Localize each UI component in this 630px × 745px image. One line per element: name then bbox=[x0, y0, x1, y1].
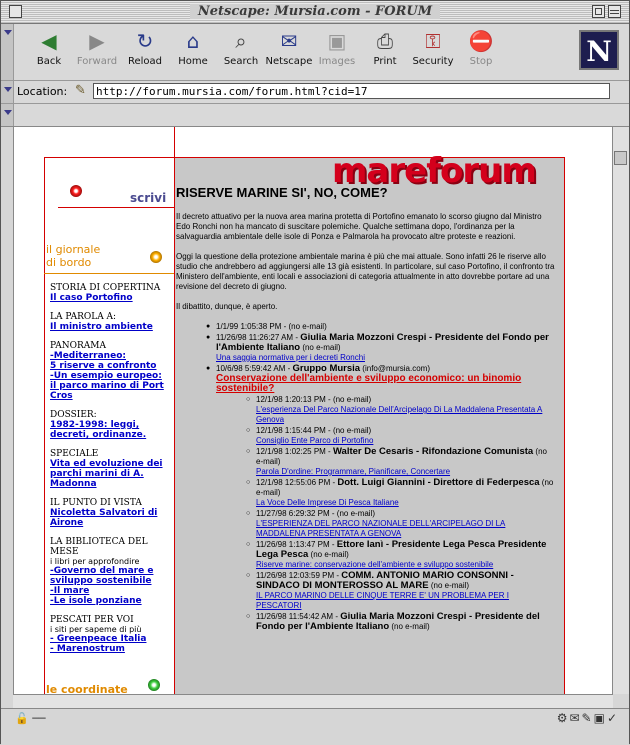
left-section bbox=[50, 449, 170, 489]
netscape-icon: ✉ bbox=[280, 29, 298, 53]
section-heading: IL PUNTO DI VISTA bbox=[50, 498, 142, 508]
navigation-toolbar bbox=[1, 24, 629, 81]
forward-button[interactable] bbox=[73, 28, 121, 67]
toolbar-button-label: Search bbox=[223, 56, 259, 67]
back-icon: ◀ bbox=[41, 29, 57, 53]
message-email: (no e-mail) bbox=[332, 426, 372, 435]
nav-link[interactable]: Il ministro ambiente bbox=[50, 322, 153, 332]
message-date: 10/6/98 5:59:42 AM bbox=[216, 364, 286, 373]
red-glow-icon bbox=[70, 185, 82, 197]
section-heading: STORIA DI COPERTINA bbox=[50, 283, 161, 293]
thread-message: ● 1/1/99 1:05:38 PM - (no e-mail) bbox=[176, 322, 556, 332]
url-input[interactable]: http://forum.mursia.com/forum.html?cid=17 bbox=[93, 83, 610, 99]
stop-button[interactable] bbox=[457, 28, 505, 67]
message-subject-link[interactable]: Riserve marine: conservazione dell'ambiente e sviluppo sostenibile bbox=[256, 560, 494, 569]
message-email: (no e-mail) bbox=[336, 509, 376, 518]
section-heading: LA PAROLA A: bbox=[50, 312, 117, 322]
thread-message: ● 10/6/98 5:59:42 AM - Gruppo Mursia (info@mursia.com) Conservazione dell'ambiente e sviluppo economico: un binomio sostenibile? bbox=[176, 364, 556, 394]
scroll-thumb[interactable] bbox=[614, 151, 627, 165]
message-date: 11/26/98 11:26:27 AM bbox=[216, 333, 294, 342]
section-heading: DOSSIER: bbox=[50, 410, 97, 420]
print-icon: ⎙ bbox=[377, 29, 393, 53]
page-proxy-icon[interactable]: ✎ bbox=[75, 83, 86, 98]
message-email: (no e-mail) bbox=[332, 395, 372, 404]
message-email: (no e-mail) bbox=[391, 622, 430, 631]
toolbar-button-label: Home bbox=[178, 56, 208, 67]
giornale-underline bbox=[44, 273, 174, 274]
back-button[interactable] bbox=[25, 28, 73, 67]
toolbar-collapse-tab[interactable] bbox=[1, 24, 14, 80]
nav-link[interactable]: -Un esempio europeo: bbox=[50, 371, 162, 381]
title-bar[interactable] bbox=[1, 1, 629, 24]
thread-message: ○ 11/26/98 12:03:59 PM - COMM. ANTONIO MARIO CONSONNI - SINDACO DI MONTEROSSO AL MARE (no e-mail) IL PARCO MARINO DELLE CINQUE TERRE E' UN PROBLEMA PER I PESCATORI bbox=[176, 571, 556, 611]
message-author: Giulia Maria Mozzoni Crespi - Presidente del Fondo per l'Ambiente Italiano bbox=[216, 332, 549, 353]
section-heading: PANORAMA bbox=[50, 341, 106, 351]
left-section bbox=[50, 615, 170, 654]
mareforum-logo: mareforum bbox=[332, 151, 536, 191]
nav-link[interactable]: Nicoletta Salvatori di Airone bbox=[50, 508, 158, 528]
toolbar-button-label: Stop bbox=[469, 56, 493, 67]
thread-message: ● 11/26/98 11:26:27 AM - Giulia Maria Mozzoni Crespi - Presidente del Fondo per l'Ambiente Italiano (no e-mail) Una saggia normativa per i decreti Ronchi bbox=[176, 333, 556, 363]
message-date: 12/1/98 1:15:44 PM bbox=[256, 426, 326, 435]
toolbar-button-label: Reload bbox=[127, 56, 163, 67]
print-button[interactable] bbox=[361, 28, 409, 67]
search-icon: ⌕ bbox=[235, 29, 247, 53]
left-section bbox=[50, 341, 170, 401]
paragraph: Il dibattito, dunque, è aperto. bbox=[176, 302, 278, 311]
security-button[interactable] bbox=[409, 28, 457, 67]
message-email: (no e-mail) bbox=[256, 447, 547, 466]
collapse-box[interactable] bbox=[608, 5, 621, 18]
nav-link[interactable]: -Governo del mare e sviluppo sostenibile bbox=[50, 566, 154, 586]
images-icon: ▣ bbox=[327, 29, 347, 53]
message-email: (no e-mail) bbox=[430, 581, 470, 590]
home-button[interactable] bbox=[169, 28, 217, 67]
toolbar-button-label: Security bbox=[412, 56, 454, 67]
message-date: 12/1/98 1:02:25 PM bbox=[256, 447, 326, 456]
message-date: 1/1/99 1:05:38 PM bbox=[216, 322, 282, 331]
status-bar bbox=[1, 708, 629, 745]
section-subtitle: i siti per sapeme di più bbox=[50, 625, 142, 634]
toolbar-button-label: Back bbox=[36, 56, 62, 67]
horizontal-scrollbar[interactable] bbox=[13, 694, 613, 709]
section-heading: SPECIALE bbox=[50, 449, 99, 459]
location-collapse-tab[interactable] bbox=[1, 81, 14, 103]
nav-link[interactable]: -Le isole ponziane bbox=[50, 596, 142, 606]
message-author: Walter De Cesaris - Rifondazione Comunista bbox=[332, 446, 534, 457]
left-section bbox=[50, 312, 170, 332]
component-tray[interactable]: ⚙✉✎▣✓ bbox=[556, 711, 619, 725]
location-label: Location: bbox=[17, 85, 68, 98]
message-author: Giulia Maria Mozzoni Crespi - Presidente del Fondo per l'Ambiente Italiano bbox=[256, 611, 540, 632]
left-section bbox=[50, 283, 170, 303]
thread-message: ○ 12/1/98 1:20:13 PM - (no e-mail) L'esperienza Del Parco Nazionale Dell'Arcipelago Di La Maddalena Presentata A Genova bbox=[176, 395, 556, 425]
nav-link[interactable]: - Marenostrum bbox=[50, 644, 125, 654]
message-date: 11/26/98 1:13:47 PM bbox=[256, 540, 330, 549]
stop-icon: ⛔ bbox=[468, 29, 494, 53]
paragraph: Oggi la questione della protezione ambientale marina è più che mai attuale. Sono infatti 26 le riserve allo studio che andrebbero ad aggiungersi alle 13 già esistenti. In particolare, sul caso Portofino, il confronto tra Ministero dell'ambiente, enti locali e associazioni di categoria attualmente in atto dovrebbe portare ad una revisione del decreto di giugno. bbox=[176, 252, 555, 291]
nav-link[interactable]: Vita ed evoluzione dei parchi marini di A. Madonna bbox=[50, 459, 163, 489]
search-button[interactable] bbox=[217, 28, 265, 67]
location-bar bbox=[1, 81, 629, 104]
images-button[interactable] bbox=[313, 28, 361, 67]
message-subject-link[interactable]: Una saggia normativa per i decreti Ronchi bbox=[216, 353, 365, 362]
frame-line-divider bbox=[174, 127, 175, 694]
message-subject-link[interactable]: Conservazione dell'ambiente e sviluppo economico: un binomio sostenibile? bbox=[216, 373, 522, 394]
message-date: 11/26/98 12:03:59 PM bbox=[256, 571, 335, 580]
section-subtitle: i libri per approfondire bbox=[50, 557, 140, 566]
nav-link[interactable]: - Greenpeace Italia bbox=[50, 634, 147, 644]
personal-toolbar bbox=[1, 104, 629, 127]
window-title: Netscape: Mursia.com - FORUM bbox=[190, 4, 440, 19]
netscape-button[interactable] bbox=[265, 28, 313, 67]
scrivi-link[interactable]: scrivi bbox=[130, 191, 167, 205]
left-section bbox=[50, 410, 170, 440]
orange-glow-icon bbox=[150, 251, 162, 263]
message-author: Ettore Ianì - Presidente Lega Pesca Presidente Lega Pesca bbox=[256, 539, 547, 560]
paragraph: Il decreto attuativo per la nuova area marina protetta di Portofino emanato lo scorso giugno dal Ministro Edo Ronchi non ha mancato di suscitare polemiche. Qualche settimana dopo, l'ordinanza per la salvaguardia ambientale delle isole di Ponza e Palmarola ha provocato altre proteste e reazioni. bbox=[176, 212, 542, 241]
message-email: (no e-mail) bbox=[310, 550, 349, 559]
message-subject-link[interactable]: Parola D'ordine: Programmare, Pianificare, Concertare bbox=[256, 467, 451, 476]
nav-link[interactable]: Il caso Portofino bbox=[50, 293, 133, 303]
message-subject-link[interactable]: Consiglio Ente Parco di Portofino bbox=[256, 436, 374, 445]
toolbar-button-label: Forward bbox=[76, 56, 118, 67]
thread-message: ○ 11/27/98 6:29:32 PM - (no e-mail) L'ESPERIENZA DEL PARCO NAZIONALE DELL'ARCIPELAGO DI LA MADDALENA PRESENTATA A GENOVA bbox=[176, 509, 556, 539]
message-email: (info@mursia.com) bbox=[362, 364, 430, 373]
reload-icon: ↻ bbox=[136, 29, 154, 53]
page-title: RISERVE MARINE SI', NO, COME? bbox=[176, 185, 388, 200]
section-heading: PESCATI PER VOI bbox=[50, 615, 134, 625]
security-lock-icon[interactable]: 🔓 ── bbox=[15, 712, 46, 725]
message-subject-link[interactable]: La Voce Delle Imprese Di Pesca Italiane bbox=[256, 498, 399, 507]
message-subject-link[interactable]: IL PARCO MARINO DELLE CINQUE TERRE E' UN PROBLEMA PER I PESCATORI bbox=[256, 591, 509, 610]
message-date: 11/27/98 6:29:32 PM bbox=[256, 509, 330, 518]
message-thread bbox=[176, 322, 556, 632]
zoom-box[interactable] bbox=[592, 5, 605, 18]
nav-link[interactable]: -Il mare bbox=[50, 586, 90, 596]
toolbar-button-label: Print bbox=[373, 56, 397, 67]
nav-link[interactable]: -Mediterraneo: bbox=[50, 351, 126, 361]
frame-line-right bbox=[564, 157, 565, 694]
personal-collapse-tab[interactable] bbox=[1, 104, 14, 126]
left-section bbox=[50, 537, 170, 606]
frame-line-left bbox=[44, 157, 45, 694]
nav-link[interactable]: 1982-1998: leggi, decreti, ordinanze. bbox=[50, 420, 147, 440]
left-section bbox=[50, 498, 170, 528]
nav-link[interactable]: il parco marino di Port Cros bbox=[50, 381, 164, 401]
home-icon: ⌂ bbox=[186, 29, 200, 53]
netscape-logo[interactable]: N bbox=[579, 30, 619, 70]
message-author: COMM. ANTONIO MARIO CONSONNI - SINDACO DI MONTEROSSO AL MARE bbox=[256, 570, 514, 591]
message-date: 11/26/98 11:54:42 AM bbox=[256, 612, 334, 621]
article bbox=[176, 185, 556, 633]
page-content bbox=[13, 127, 614, 694]
message-email: (no e-mail) bbox=[288, 322, 327, 331]
message-subject-link[interactable]: L'esperienza Del Parco Nazionale Dell'Arcipelago Di La Maddalena Presentata A Genova bbox=[256, 405, 543, 424]
scrivi-underline bbox=[58, 207, 174, 208]
reply-list bbox=[176, 395, 556, 632]
thread-message: ○ 11/26/98 11:54:42 AM - Giulia Maria Mozzoni Crespi - Presidente del Fondo per l'Ambiente Italiano (no e-mail) bbox=[176, 612, 556, 632]
forward-icon: ▶ bbox=[89, 29, 105, 53]
message-author: Gruppo Mursia bbox=[292, 363, 361, 374]
coordinate-link[interactable]: le coordinate bbox=[46, 683, 128, 694]
left-navigation bbox=[50, 283, 170, 663]
thread-message: ○ 12/1/98 1:15:44 PM - (no e-mail) Consiglio Ente Parco di Portofino bbox=[176, 426, 556, 446]
section-heading: LA BIBLIOTECA DEL MESE bbox=[50, 537, 148, 557]
thread-message: ○ 12/1/98 12:55:06 PM - Dott. Luigi Giannini - Direttore di Federpesca (no e-mail) La Voce Delle Imprese Di Pesca Italiane bbox=[176, 478, 556, 508]
nav-link[interactable]: 5 riserve a confronto bbox=[50, 361, 157, 371]
green-glow-icon bbox=[148, 679, 160, 691]
security-icon: ⚿ bbox=[425, 29, 441, 53]
message-date: 12/1/98 1:20:13 PM bbox=[256, 395, 326, 404]
message-email: (no e-mail) bbox=[302, 343, 341, 352]
vertical-scrollbar[interactable] bbox=[612, 127, 629, 694]
message-subject-link[interactable]: L'ESPERIENZA DEL PARCO NAZIONALE DELL'ARCIPELAGO DI LA MADDALENA PRESENTATA A GENOVA bbox=[256, 519, 506, 538]
message-date: 12/1/98 12:55:06 PM bbox=[256, 478, 331, 487]
thread-message: ○ 12/1/98 1:02:25 PM - Walter De Cesaris - Rifondazione Comunista (no e-mail) Parola D'ordine: Programmare, Pianificare, Concertare bbox=[176, 447, 556, 477]
reload-button[interactable] bbox=[121, 28, 169, 67]
toolbar-button-label: Images bbox=[318, 56, 356, 67]
message-email: (no e-mail) bbox=[256, 478, 554, 497]
message-author: Dott. Luigi Giannini - Direttore di Federpesca bbox=[337, 477, 540, 488]
toolbar-button-label: Netscape bbox=[265, 56, 313, 67]
giornale-link[interactable]: il giornale di bordo bbox=[46, 243, 101, 269]
thread-message: ○ 11/26/98 1:13:47 PM - Ettore Ianì - Presidente Lega Pesca Presidente Lega Pesca (no e-mail) Riserve marine: conservazione dell'ambiente e sviluppo sostenibile bbox=[176, 540, 556, 570]
